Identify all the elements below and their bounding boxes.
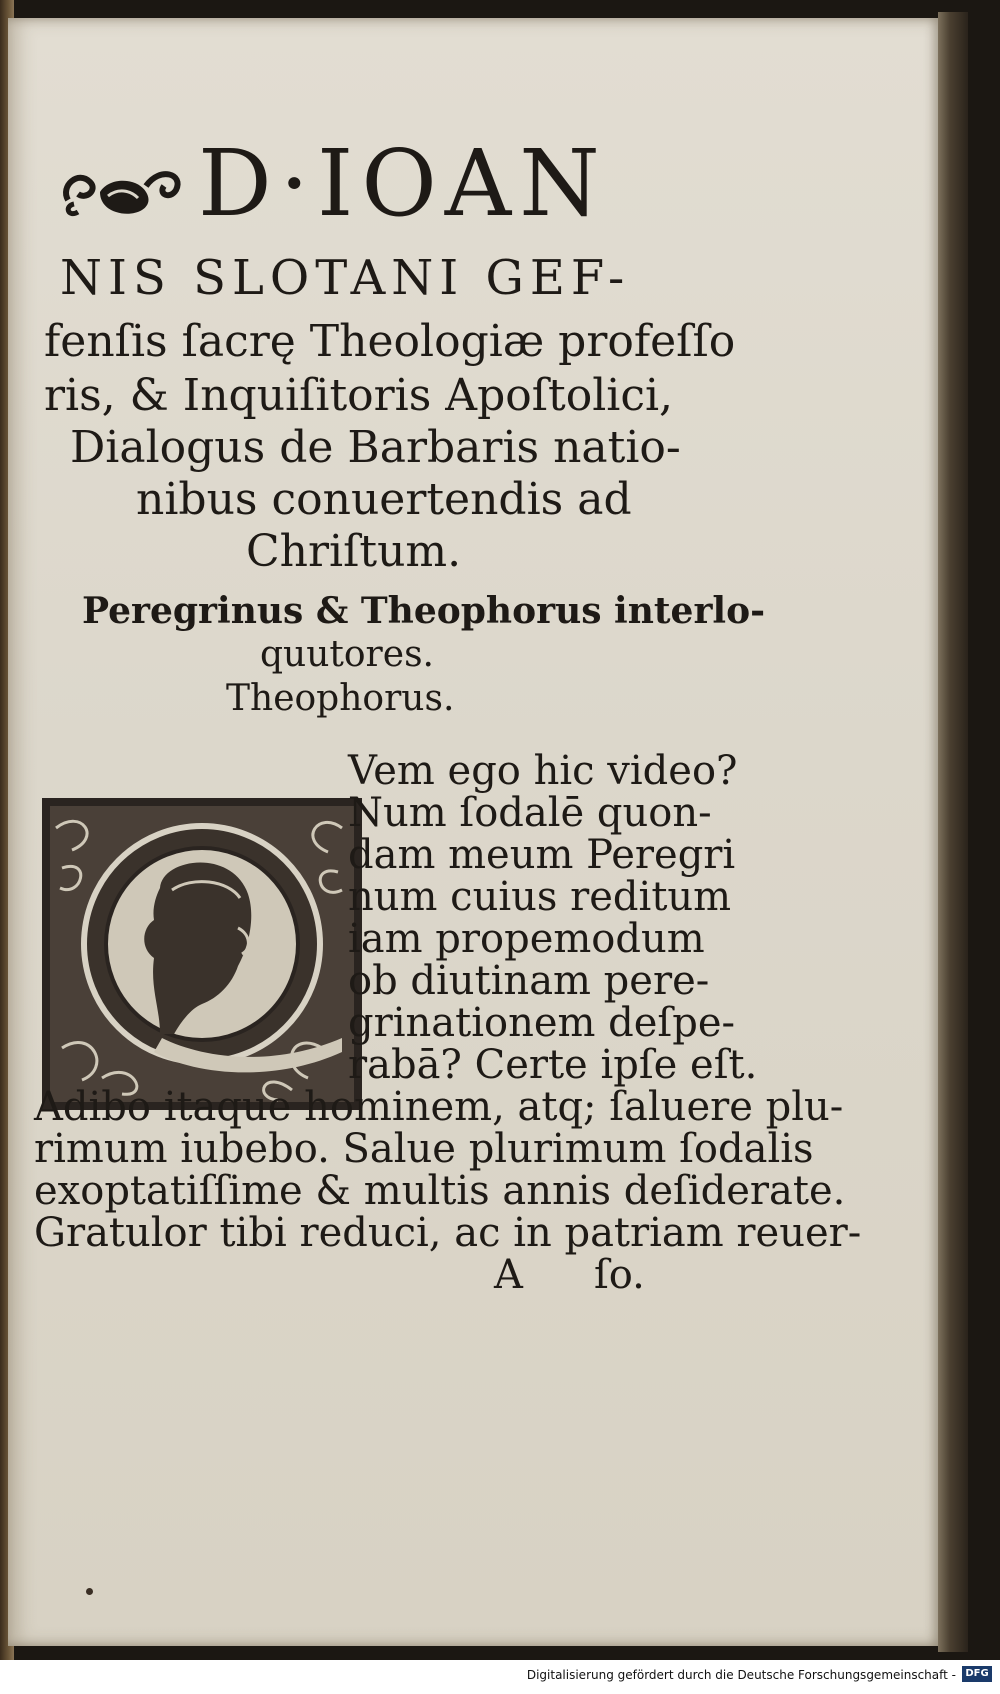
initial-text-line-1: Vem ego hic video? <box>348 748 738 794</box>
woodcut-initial-q-portrait-icon <box>42 798 362 1110</box>
heading-line-1: fenſis ſacrę Theologiæ profeſſo <box>44 316 736 367</box>
dfg-logo: DFG <box>962 1666 992 1682</box>
heading-line-4: nibus conuertendis ad <box>136 474 632 525</box>
initial-text-line-3: dam meum Peregri <box>348 832 736 878</box>
initial-text-line-5: iam propemodum <box>348 916 705 962</box>
heading-line-2: ris, & Inquiſitoris Apoſtolici, <box>44 370 674 421</box>
signature-mark: A <box>494 1252 523 1298</box>
body-line-1: Adibo itaque hominem, atq; ſaluere plu- <box>34 1084 844 1130</box>
page-edge <box>938 12 968 1652</box>
ink-spot <box>86 1588 93 1595</box>
footer-credit: Digitalisierung gefördert durch die Deutsche Forschungsgemeinschaft - <box>526 1668 956 1682</box>
initial-text-line-2: Num ſodalē quon- <box>348 790 712 836</box>
initial-text-line-8: rabā? Certe ipſe eſt. <box>348 1042 758 1088</box>
body-line-4: Gratulor tibi reduci, ac in patriam reuer- <box>34 1210 862 1256</box>
initial-text-line-6: ob diutinam pere- <box>348 958 710 1004</box>
heading-line-5: Chriſtum. <box>246 526 462 577</box>
speakers-line-3: Theophorus. <box>226 678 455 719</box>
initial-text-line-7: grinationem deſpe- <box>348 1000 736 1046</box>
speakers-line-1: Peregrinus & Theophorus interlo- <box>82 590 766 632</box>
book-page <box>8 18 938 1646</box>
speakers-line-2: quutores. <box>260 634 434 675</box>
title-line-2: NIS SLOTANI GEF- <box>60 250 631 306</box>
heading-line-3: Dialogus de Barbaris natio- <box>70 422 681 473</box>
fleuron-ornament-icon <box>60 156 188 226</box>
body-line-2: rimum iubebo. Salue plurimum ſodalis <box>34 1126 814 1172</box>
footer-bar <box>0 1660 1000 1694</box>
title-line-1: D·IOAN <box>198 130 608 237</box>
body-line-3: exoptatiſſime & multis annis deſiderate. <box>34 1168 846 1214</box>
catchword: ſo. <box>594 1252 645 1298</box>
initial-text-line-4: num cuius reditum <box>348 874 732 920</box>
